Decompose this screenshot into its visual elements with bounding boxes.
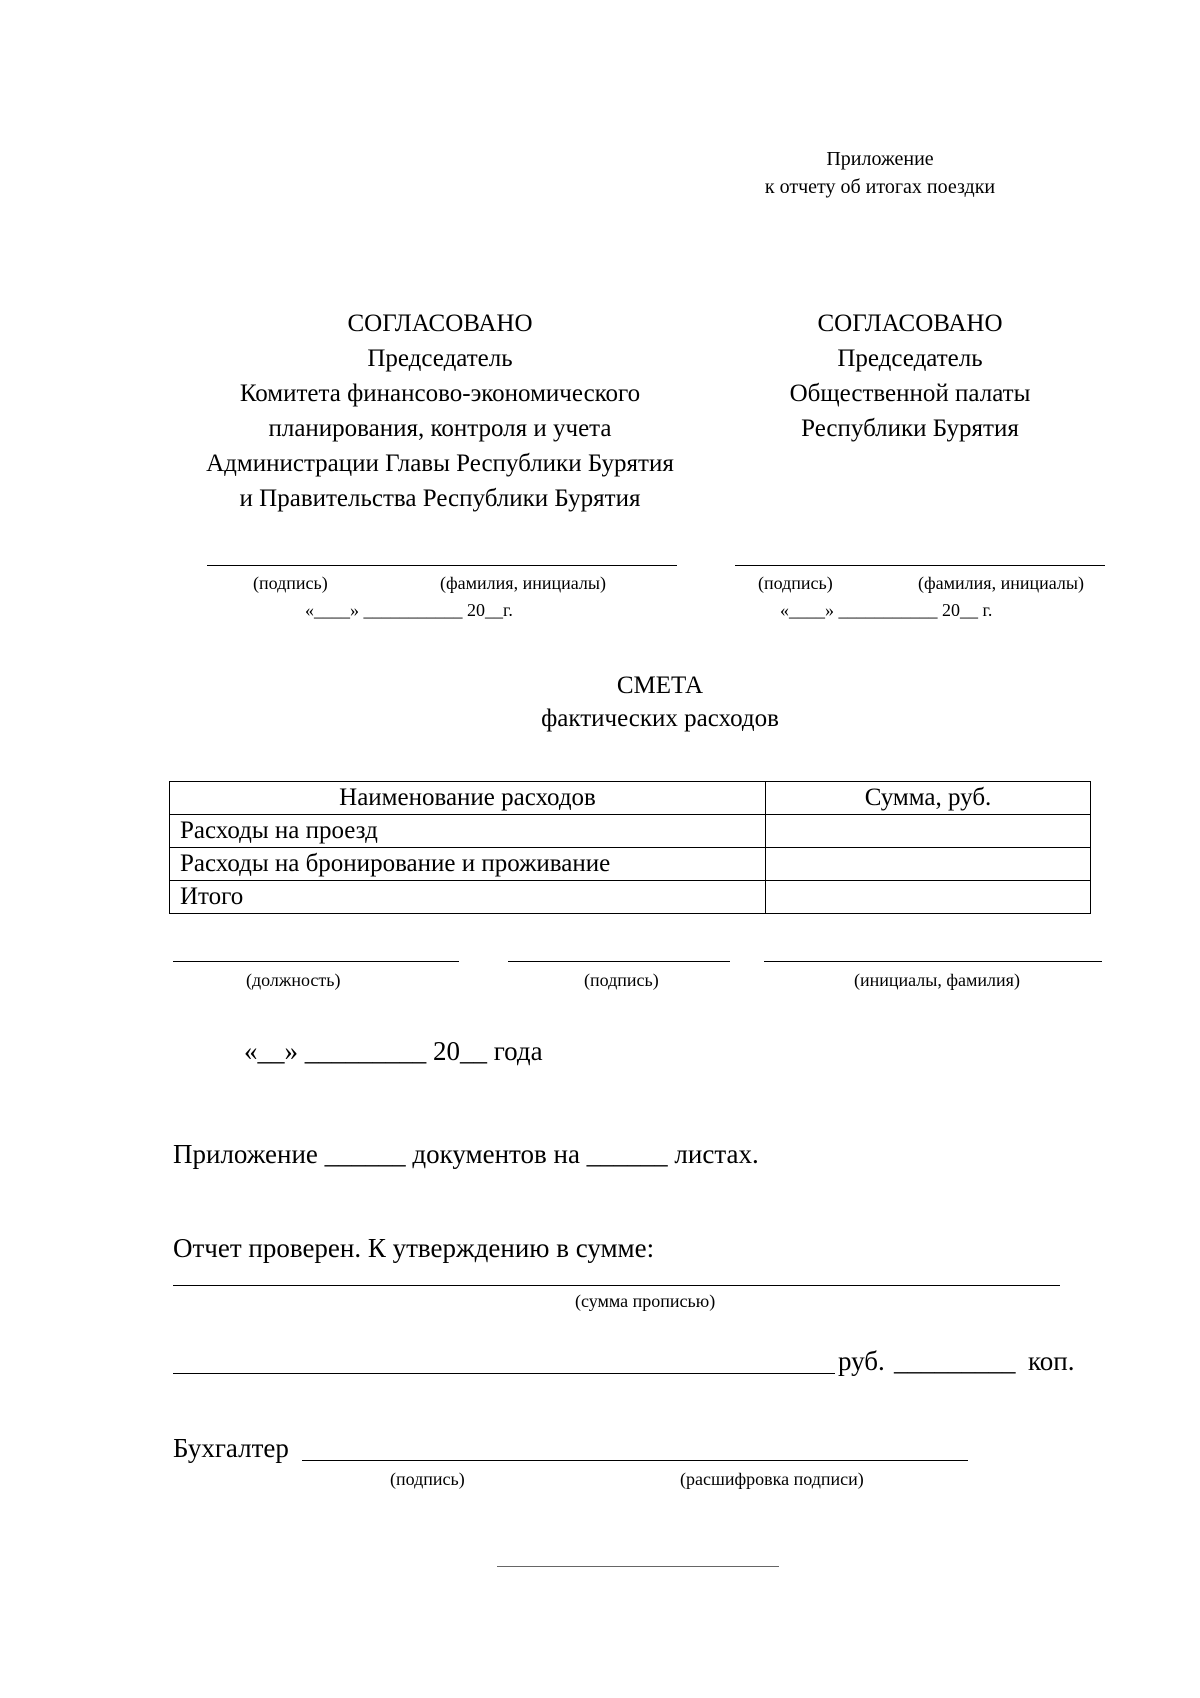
right-signature-caption: (подпись): [758, 573, 833, 593]
approval-line: Республики Бурятия: [801, 415, 1019, 442]
table-row: [170, 815, 1091, 848]
approval-line: Председатель: [837, 345, 983, 372]
accountant-decoding-caption: (расшифровка подписи): [680, 1469, 864, 1489]
approval-block-left: [140, 306, 740, 516]
table-cell-name: Расходы на проезд: [170, 815, 766, 848]
table-cell-name: Расходы на бронирование и проживание: [170, 848, 766, 881]
appendix-line-1: Приложение: [826, 148, 934, 170]
right-date-line: «____» ___________ 20__ г.: [780, 600, 993, 620]
appendix-line-2: к отчету об итогах поездки: [764, 176, 996, 198]
rub-label: руб.: [838, 1346, 885, 1376]
amount-words-caption: (сумма прописью): [575, 1291, 716, 1311]
table-header-name: Наименование расходов: [170, 782, 766, 815]
right-name-caption: (фамилия, инициалы): [918, 573, 1084, 593]
left-signature-line: [207, 565, 677, 566]
initials-line: [764, 961, 1102, 962]
kop-line: _________: [894, 1346, 1016, 1376]
approval-line: Общественной палаты: [789, 380, 1031, 407]
left-signature-caption: (подпись): [253, 573, 328, 593]
approval-line: Председатель: [367, 345, 513, 372]
approval-heading: СОГЛАСОВАНО: [347, 310, 533, 337]
left-name-caption: (фамилия, инициалы): [440, 573, 606, 593]
initials-caption: (инициалы, фамилия): [854, 970, 1020, 990]
estimate-title: СМЕТА: [616, 672, 704, 699]
table-cell-amount: [766, 815, 1091, 848]
approval-heading: СОГЛАСОВАНО: [817, 310, 1003, 337]
kop-label: коп.: [1028, 1346, 1075, 1376]
accountant-signature-line: [302, 1460, 968, 1461]
position-line: [173, 961, 459, 962]
amount-words-line: [173, 1285, 1060, 1286]
expense-table: [169, 781, 1091, 914]
table-header-row: [170, 782, 1091, 815]
right-signature-line: [735, 565, 1105, 566]
table-row: [170, 848, 1091, 881]
left-date-line: «____» ___________ 20__г.: [305, 600, 513, 620]
table-cell-amount: [766, 881, 1091, 914]
accountant-signature-caption: (подпись): [390, 1469, 465, 1489]
approval-line: Комитета финансово-экономического: [239, 380, 641, 407]
rub-amount-line: [173, 1373, 835, 1374]
verified-text: Отчет проверен. К утверждению в сумме:: [173, 1233, 655, 1263]
report-date-line: «__» _________ 20__ года: [244, 1036, 543, 1066]
approval-line: планирования, контроля и учета: [268, 415, 612, 442]
table-cell-amount: [766, 848, 1091, 881]
approval-line: и Правительства Республики Бурятия: [239, 485, 641, 512]
estimate-subtitle: фактических расходов: [541, 705, 779, 732]
approval-block-right: [720, 306, 1100, 446]
footer-divider: [497, 1566, 779, 1567]
table-header-amount: Сумма, руб.: [766, 782, 1091, 815]
signature-caption: (подпись): [584, 970, 659, 990]
approval-line: Администрации Главы Республики Бурятия: [206, 450, 674, 477]
table-row: [170, 881, 1091, 914]
attachments-line: Приложение ______ документов на ______ листах.: [173, 1139, 759, 1169]
position-caption: (должность): [246, 970, 341, 990]
table-cell-name: Итого: [170, 881, 766, 914]
appendix-note: [700, 145, 1060, 201]
signature-line: [508, 961, 730, 962]
accountant-label: Бухгалтер: [173, 1433, 289, 1463]
